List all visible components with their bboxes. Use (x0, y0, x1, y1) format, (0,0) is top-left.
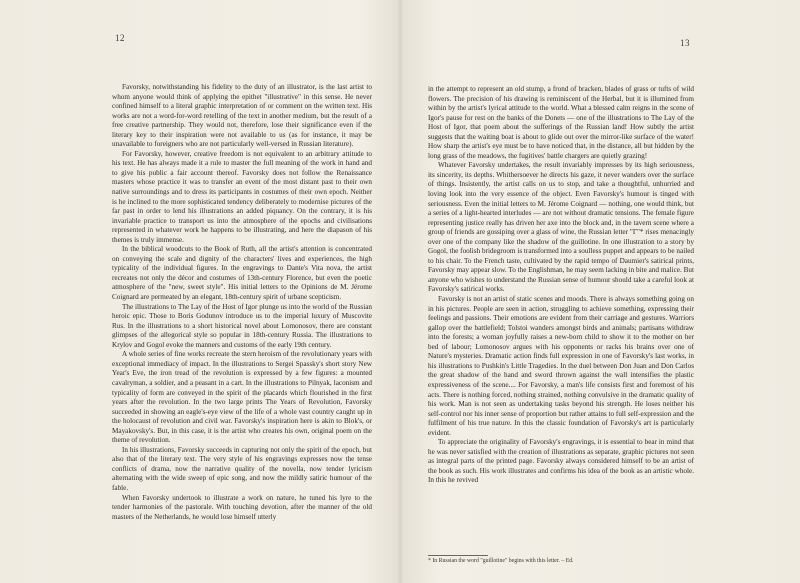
page-number-right: 13 (680, 38, 690, 48)
paragraph: in the attempt to represent an old stump, a frond of bracken, blades of grass or tufts of wild flowers. The precision of his drawing is reminiscent of the Herbal, but it is illumined from within by the artist's lyrical attitude to the world. What a blessed calm reigns in the scene of Igor's pause for rest on the banks of the Donets — one of the illustrations to The Lay of the Host of Igor, that poem about the sufferings of the Russian land! How subtly the artist suggests that the waiting boat is about to glide out over the mirror-like surface of the water! How sharp the artist's eye must be to have noticed that, in the distance, all but hidden by the long grass of the meadows, the fugitives' battle chargers are quietly grazing! (428, 85, 694, 160)
paragraph: In his illustrations, Favorsky succeeds in capturing not only the spirit of the epoch, but also that of the literary text. The very style of his engravings expresses now the tense conflicts of drama, now the narrative quality of the novella, now tender lyricism alternating with the wide sweep of epic song, and now the mildly satiric humour of the fable. (112, 445, 372, 492)
page-number-left: 12 (115, 33, 125, 43)
paragraph: Favorsky, notwithstanding his fidelity to the duty of an illustrator, is the last artist to whom anyone would think of applying the epithet "illustrative" in this sense. He never confined himself to a literal graphic interpretation of or comment on the written text. His works are not a word-for-word retelling of the text in another medium, but the result of a free creative partnership. They would not, therefore, lose their significance even if the literary key to their inspiration were not available to us (as for instance, it may be unavailable to foreigners who are not particularly well-versed in Russian literature). (112, 83, 372, 149)
paragraph: To appreciate the originality of Favorsky's engravings, it is essential to bear in mind that he was never satisfied with the creation of illustrations as separate, graphic pictures not seen as integral parts of the printed page. Favorsky always considered himself to be an artist of the book as such. His work illustrates and confirms his idea of the book as an artistic whole. In this he revived (428, 438, 694, 485)
paragraph: A whole series of fine works recreate the stern heroism of the revolutionary years with exceptional immediacy of impact. In the illustrations to Sergei Spassky's short story New Year's Eve, the iron tread of the revolution is expressed by a few figures: a mounted cavalryman, a soldier, and a peasant in a cart. In the illustrations to Pilnyak, laconism and typicality of form are conveyed in the spirit of the placards which flourished in the first years after the revolution. In the two large prints The Years of Revolution, Favorsky succeeded in showing an eagle's-eye view of the life of a whole vast country caught up in the holocaust of revolution and civil war. Favorsky's inspiration here is akin to Blok's, or Mayakovsky's. But, in this case, it is the artist who creates his own, original poem on the theme of revolution. (112, 350, 372, 445)
paragraph: When Favorsky undertook to illustrate a work on nature, he tuned his lyre to the tender harmonies of the pastorale. With touching devotion, after the manner of the old masters of the Netherlands, he would lose himself utterly (112, 493, 372, 521)
footnote: * In Russian the word "guillotine" begins with this letter. – Ed. (428, 558, 574, 564)
paragraph: The illustrations to The Lay of the Host of Igor plunge us into the world of the Russian heroic epic. Those to Boris Godunov introduce us to the imperial luxury of Muscovite Rus. In the illustrations to a short historical novel about Lomonosov, there are constant glimpses of the allegorical style so popular in 18th-century Russia. The illustrations to Krylov and Gogol evoke the manners and customs of the early 19th century. (112, 302, 372, 349)
right-page-text (428, 85, 694, 486)
paragraph: For Favorsky, however, creative freedom is not equivalent to an arbitrary attitude to his text. He has always made it a rule to master the full meaning of the work in hand and to give his public a fair account thereof. Favorsky does not follow the Renaissance masters whose practice it was to transfer an event of the most distant past to their own native surroundings and to dress its participants in costumes of their own epoch. Neither is he inclined to the more sophisticated tendency deliberately to modernise pictures of the far past in order to lend his illustrations an added piquancy. On the contrary, it is his invariable practice to transport us into the atmosphere of the epochs and civilisations represented in whatever work he happens to be illustrating, and here the diapason of his themes is truly immense. (112, 149, 372, 244)
paragraph: Favorsky is not an artist of static scenes and moods. There is always something going on in his pictures. People are seen in action, struggling to achieve something, expressing their feelings and passions. Their emotions are evident from their carriage and gestures. Warriors gallop over the battlefield; Tolstoi wanders amongst birds and animals; partisans withdraw into the forests; a woman joyfully raises a new-born child to show it to the mother on her bed of labour; Lomonosov argues with his opponents or racks his brains over one of Nature's mysteries. Dramatic action finds full expression in one of Favorsky's last works, in his illustrations to Pushkin's Little Tragedies. In the duel between Don Juan and Don Carlos the great shadow of the hand and sword thrown against the wall intensifies the plastic expressiveness of the scene.... For Favorsky, a man's life consists first and foremost of his acts. There is nothing forced, nothing strained, nothing convulsive in the dramatic quality of his work. Man is not seen as undertaking tasks beyond his strength. He loses neither his self-control nor his inner sense of proportion but rather attains to full self-expression and the fulfilment of his true nature. In this the classic foundation of Favorsky's art is particularly evident. (428, 295, 694, 437)
footnote-rule (428, 555, 488, 556)
paragraph: In the biblical woodcuts to the Book of Ruth, all the artist's attention is concentrated on conveying the scale and dignity of the characters' lives and experiences, the high typicality of the individual figures. In the engravings to Dante's Vita nova, the artist recreates not only the décor and costumes of 13th-century Florence, but even the poetic atmosphere of the "new, sweet style". His initial letters to the Opinions de M. Jérome Coignard are permeated by an elegant, 18th-century spirit of urbane scepticism. (112, 245, 372, 302)
left-page-text (112, 83, 372, 522)
paragraph: Whatever Favorsky undertakes, the result invariably impresses by its high seriousness, its sincerity, its depths. Whithersoever he directs his gaze, it never wanders over the surface of things. Insistently, the artist calls on us to stop, and take a thoughtful, unhurried and loving look into the very essence of the object. Even Favorsky's humour is tinged with seriousness. Even the initial letters to M. Jérome Coignard — nothing, one would think, but a series of a light-hearted interludes — are not without dramatic tensions. The female figure representing justice really has driven her axe into the block and, in the tavern scene where a group of friends are gossiping over a glass of wine, the Russian letter "Г"* rises menacingly over one of the company like the shadow of the guillotine. In one illustration to a story by Gogol, the foolish bridegroom is transformed into a soulless puppet and appears to be nailed to his chair. To the French taste, cultivated by the rapid tempo of Daumier's satirical prints, Favorsky may appear slow. To the Englishman, he may seem lacking in bite and malice. But anyone who wishes to understand the Russian sense of humour should take a careful look at Favorsky's satirical works. (428, 161, 694, 294)
